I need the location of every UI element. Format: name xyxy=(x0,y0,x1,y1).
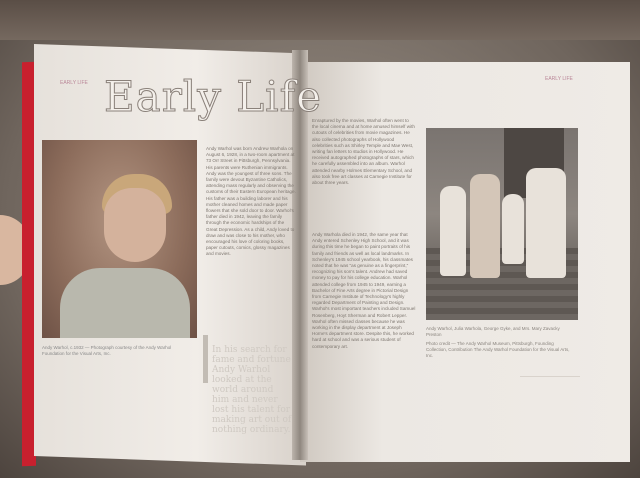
running-head-right: EARLY LIFE xyxy=(545,76,573,82)
left-body-text: Andy Warhol was born Andrew Warhola on August 6, 1928, in a two-room apartment at 73 Orr Street in Pittsburgh, Pennsylvania. His parents were Ruthenian immigrants. Andy was the youngest of three sons. The family were devout Byzantine Catholics, attending mass regularly and observing the customs of their Eastern European heritage. His father was a building laborer and his mother cleaned homes and made paper flowers that she sold door to door. Warhol's father died in 1942, leaving the family through the economic hardships of the Great Depression. As a child, Andy loved to draw and was close to his mother, who encouraged his love of coloring books, paper cutouts, comics, glossy magazines and movies. xyxy=(206,146,296,257)
photo-boy-face xyxy=(104,188,166,262)
right-photo-credit: Photo credit — The Andy Warhol Museum, Pittsburgh, Founding Collection, Contribution The Andy Warhol Foundation for the Visual Arts, Inc. xyxy=(426,341,570,358)
running-head-left: EARLY LIFE xyxy=(60,80,88,86)
right-body-text-2: Andy Warhola died in 1942, the same year that Andy entered Schenley High School, and it was during this time he began to paint portraits of his family and friends as well as local landmarks. In Schenley's 1945 school yearbook, his classmates noted that he was "as genuine as a fingerprint," recognizing his son's talent. Andrew had saved money to pay for his college education. Warhol attended college from 1945 to 1949, earning a Bachelor of Fine Arts degree in Pictorial Design from Carnegie Institute of Technology's highly regarded Department of Painting and Design. Warhol's most important teachers included Samuel Rosenberg, Hoyt Sherman and Robert Lepper. Warhol often missed classes because he was working in the display department at Joseph Horne's department store. Despite this, he worked hard at school and was a serious student of contemporary art. xyxy=(312,232,416,349)
chapter-title: Early Life xyxy=(104,72,323,121)
photo-person-boy xyxy=(502,194,524,264)
caption-rule xyxy=(520,376,580,377)
photo-person-child xyxy=(440,186,466,276)
right-body-text-1: Enraptured by the movies, Warhol often went to the local cinema and at home amused himself with cutouts of celebrities from movie magazines. He also collected photographs of Hollywood celebrities such as Shirley Temple and Mae West, writing fan letters to studios in Hollywood. He received autographed photographs of stars, which he carefully assembled into an album. Warhol attended nearby Holmes Elementary School, and also took free art classes at Carnegie Institute for about three years. xyxy=(312,118,415,186)
pull-quote-bar xyxy=(203,335,208,383)
photo-young-warhol xyxy=(42,140,197,338)
pull-quote: In his search for fame and fortune Andy Warhol looked at the world around him and never lost his talent for making art out of nothing ordinary. xyxy=(212,345,292,435)
photo-person-woman xyxy=(470,174,500,278)
left-photo-caption: Andy Warhol, c.1932 — Photograph courtesy of the Andy Warhol Foundation for the Visual Arts, Inc. xyxy=(42,345,172,356)
photo-boy-shirt xyxy=(60,268,190,338)
right-photo-caption xyxy=(426,326,576,359)
right-photo-caption-names: Andy Warhol, Julia Warhola, George Gyke, and Mrs. Mary Zavacky Preston xyxy=(426,326,560,337)
photo-warhol-family xyxy=(426,128,578,320)
photo-person-mother xyxy=(526,168,566,278)
